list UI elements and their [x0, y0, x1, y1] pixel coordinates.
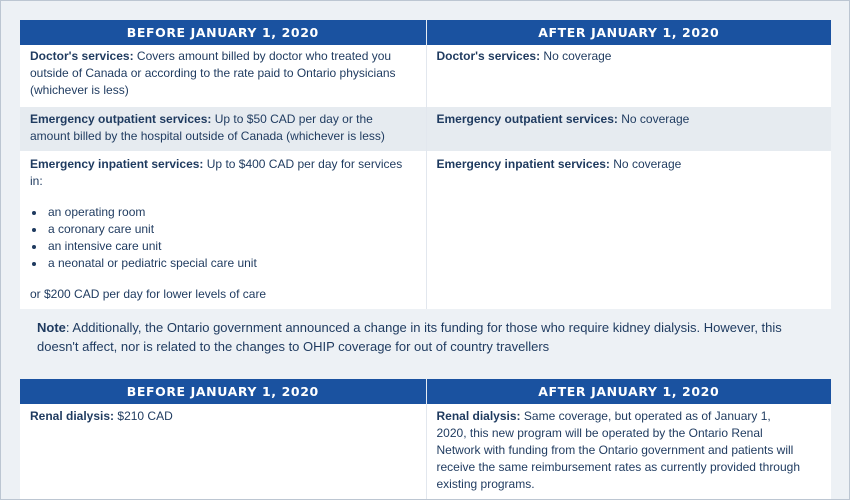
lower-care-text: or $200 CAD per day for lower levels of care — [30, 287, 267, 301]
service-label: Emergency outpatient services: — [436, 112, 618, 126]
service-label: Renal dialysis: — [436, 409, 521, 423]
list-item: • an operating room — [46, 204, 416, 221]
after-column-header: AFTER JANUARY 1, 2020 — [426, 379, 831, 404]
service-label: Emergency inpatient services: — [436, 157, 610, 171]
service-label: Emergency outpatient services: — [30, 112, 212, 126]
renal-dialysis-comparison-table — [20, 379, 831, 499]
table-header-row — [20, 20, 831, 45]
coverage-text: $210 CAD — [117, 409, 173, 423]
after-column-header: AFTER JANUARY 1, 2020 — [426, 20, 831, 45]
service-label: Doctor's services: — [436, 49, 541, 63]
after-cell — [426, 151, 831, 309]
list-item: • a coronary care unit — [46, 221, 416, 238]
service-label: Renal dialysis: — [30, 409, 115, 423]
table-row — [20, 404, 831, 499]
coverage-text: Up to $50 CAD per day or the amount billed by the hospital outside of Canada (whichever is less) — [30, 112, 385, 143]
care-unit-list — [30, 204, 416, 272]
dialysis-note — [37, 318, 797, 356]
before-cell — [20, 45, 426, 107]
before-column-header: BEFORE JANUARY 1, 2020 — [20, 20, 426, 45]
table-row — [20, 45, 831, 107]
after-cell — [426, 107, 831, 151]
coverage-text: No coverage — [613, 157, 682, 171]
table-row — [20, 151, 831, 309]
coverage-text: No coverage — [621, 112, 690, 126]
ohip-coverage-comparison-table — [20, 20, 831, 309]
list-item: • an intensive care unit — [46, 238, 416, 255]
table-row — [20, 107, 831, 151]
before-cell — [20, 107, 426, 151]
coverage-text: No coverage — [543, 49, 612, 63]
list-item: • a neonatal or pediatric special care unit — [46, 255, 416, 272]
service-label: Doctor's services: — [30, 49, 134, 63]
note-label: Note — [37, 320, 66, 335]
before-column-header: BEFORE JANUARY 1, 2020 — [20, 379, 426, 404]
after-cell — [426, 45, 831, 107]
table-header-row — [20, 379, 831, 404]
before-cell — [20, 151, 426, 309]
coverage-text: Same coverage, but operated as of January 1, 2020, this new program will be operated by the Ontario Renal Network with funding from the Ontario government and patients will receive the same reimbursement rates as currently provided through existing programs. — [436, 409, 801, 491]
note-text: : Additionally, the Ontario government announced a change in its funding for those who require kidney dialysis. However, this doesn't affect, nor is related to the changes to OHIP coverage for out of country travellers — [37, 320, 782, 354]
after-cell — [426, 404, 831, 499]
service-label: Emergency inpatient services: — [30, 157, 204, 171]
coverage-text: Covers amount billed by doctor who treated you outside of Canada or according to the rate paid to Ontario physicians (whichever is less) — [30, 49, 396, 97]
coverage-text: Up to $400 CAD per day for services in: — [30, 157, 403, 188]
before-cell — [20, 404, 426, 499]
